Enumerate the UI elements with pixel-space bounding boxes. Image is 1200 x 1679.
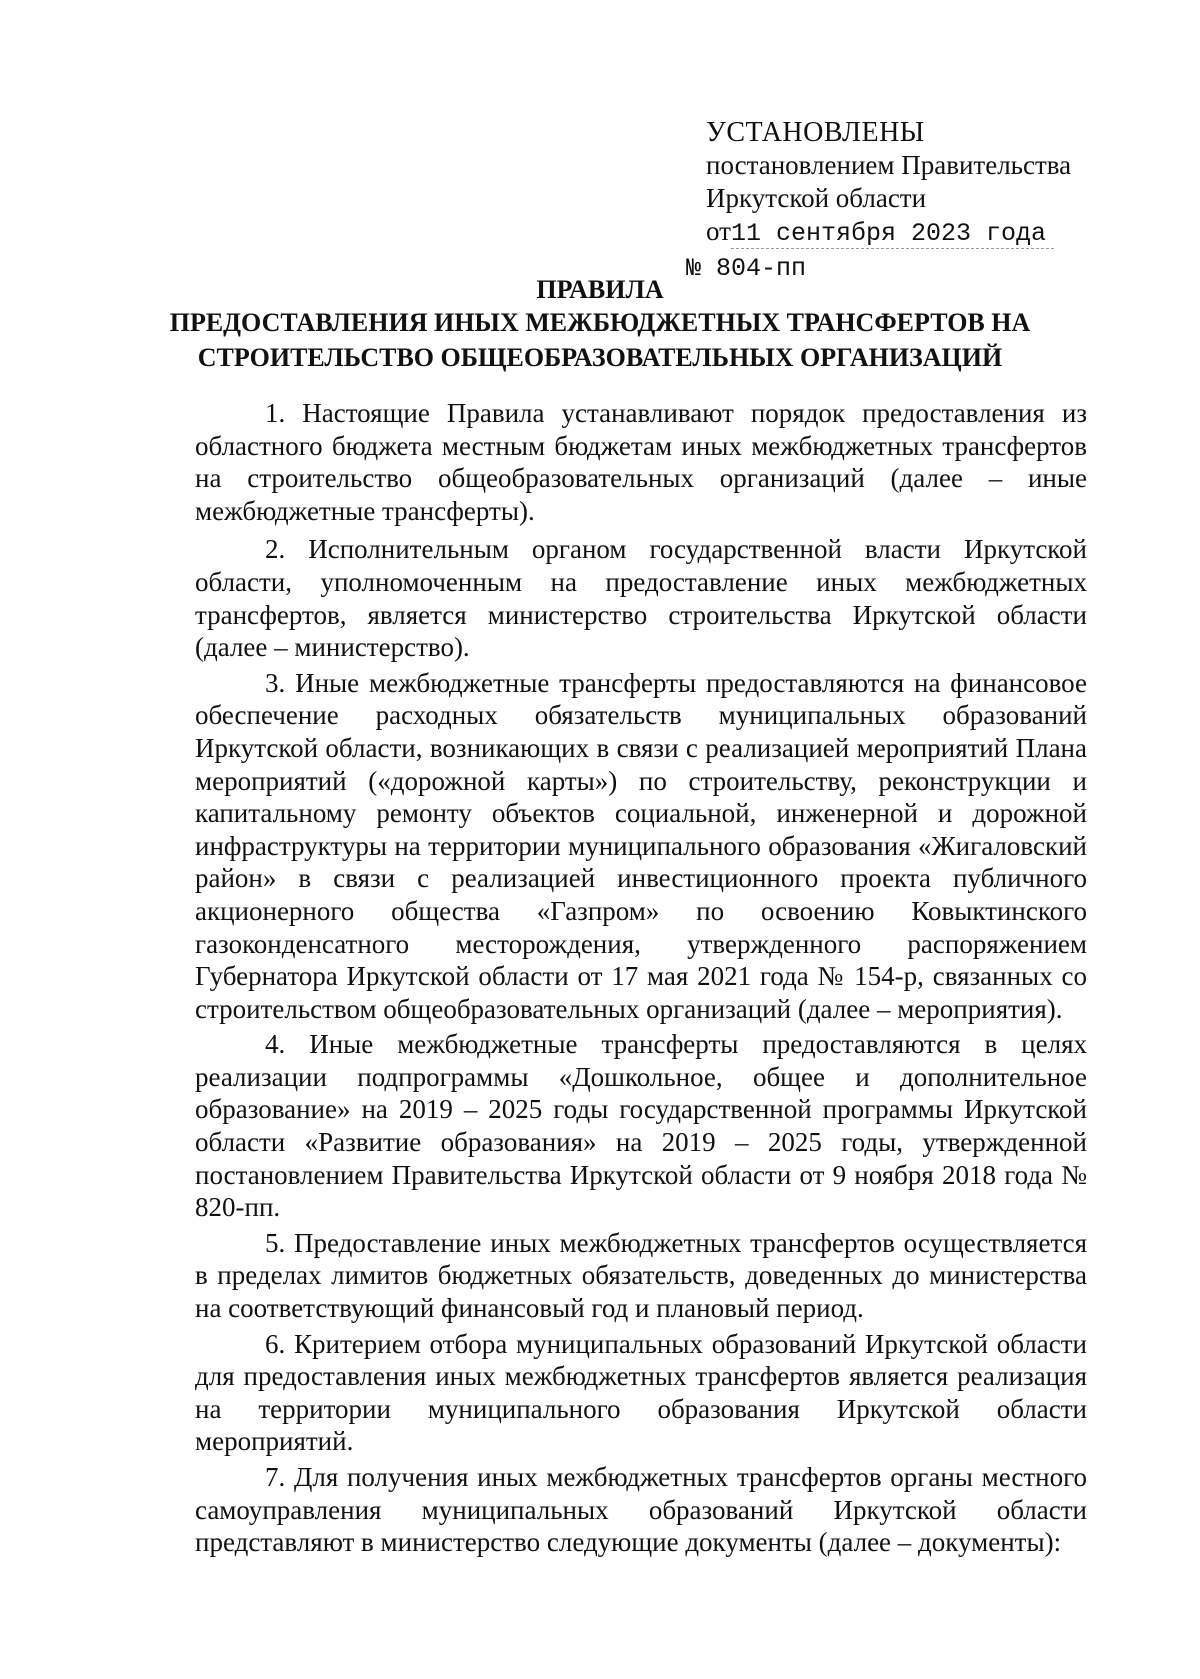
paragraph: 7. Для получения иных межбюджетных трансфертов органы местного самоуправления муниципальных образований Иркутской области представляют в министерство следующие документы (далее – документы): xyxy=(195,1462,1087,1558)
document-title: ПРАВИЛА xyxy=(536,275,664,304)
paragraph: 6. Критерием отбора муниципальных образований Иркутской области для предоставления иных межбюджетных трансфертов является реализация на территории муниципального образования Иркутской области мероприятий. xyxy=(195,1328,1087,1457)
approval-line-region: Иркутской области xyxy=(706,183,927,213)
approval-date-prefix: от xyxy=(706,216,731,246)
paragraph: 1. Настоящие Правила устанавливают порядок предоставления из областного бюджета местным бюджетам иных межбюджетных трансфертов на строительство общеобразовательных организаций (далее – иные межбюджетные трансферты). xyxy=(195,398,1087,526)
approval-stamp xyxy=(686,116,1146,285)
approval-date: 11 сентября 2023 года xyxy=(731,219,1054,249)
approval-number: № 804-пп xyxy=(686,254,807,283)
paragraph: 4. Иные межбюджетные трансферты предоставляются в целях реализации подпрограммы «Дошкольное, общее и дополнительное образование» на 2019 – 2025 годы государственной программы Иркутской области «Развитие образования» на 2019 – 2025 годы, утвержденной постановлением Правительства Иркутской области от 9 ноября 2018 года № 820-пп. xyxy=(195,1029,1087,1223)
paragraph: 3. Иные межбюджетные трансферты предоставляются на финансовое обеспечение расходных обязательств муниципальных образований Иркутской области, возникающих в связи с реализацией мероприятий Плана мероприятий («дорожной карты») по строительству, реконструкции и капитальному ремонту объектов социальной, инженерной и дорожной инфраструктуры на территории муниципального образования «Жигаловский район» в связи с реализацией инвестиционного проекта публичного акционерного общества «Газпром» по освоению Ковыктинского газоконденсатного месторождения, утвержденного распоряжением Губернатора Иркутской области от 17 мая 2021 года № 154-р, связанных со строительством общеобразовательных организаций (далее – мероприятия). xyxy=(195,667,1087,1024)
paragraph: 5. Предоставление иных межбюджетных трансфертов осуществляется в пределах лимитов бюджетных обязательств, доведенных до министерства на соответствующий финансовый год и плановый период. xyxy=(195,1227,1087,1324)
document-subtitle-line-2: СТРОИТЕЛЬСТВО ОБЩЕОБРАЗОВАТЕЛЬНЫХ ОРГАНИЗАЦИЙ xyxy=(197,343,1003,372)
document-body xyxy=(195,397,1087,1562)
document-subtitle-line-1: ПРЕДОСТАВЛЕНИЯ ИНЫХ МЕЖБЮДЖЕТНЫХ ТРАНСФЕРТОВ НА xyxy=(169,308,1031,337)
approval-title: УСТАНОВЛЕНЫ xyxy=(706,117,925,148)
paragraph: 2. Исполнительным органом государственной власти Иркутской области, уполномоченным на предоставление иных межбюджетных трансфертов, является министерство строительства Иркутской области (далее – министерство). xyxy=(195,534,1087,663)
approval-line-resolution: постановлением Правительства xyxy=(706,150,1072,180)
approval-date-line xyxy=(706,215,1146,250)
